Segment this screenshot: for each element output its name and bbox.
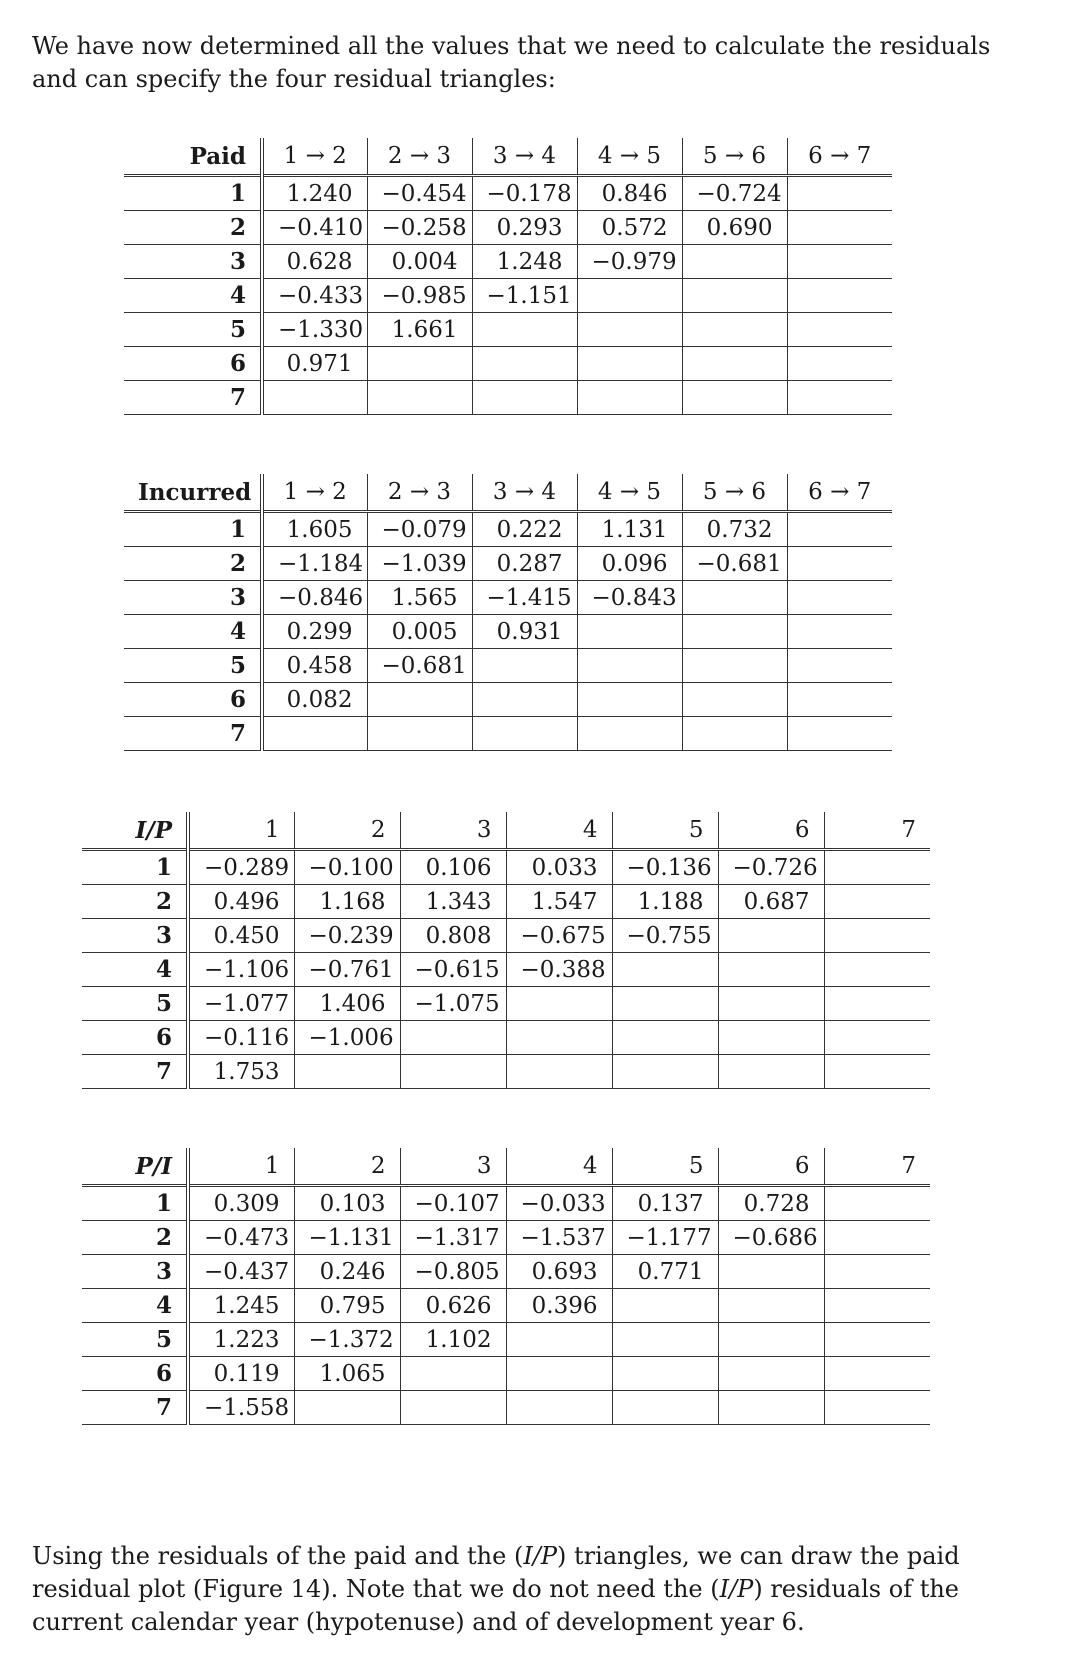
row-label: 2 <box>82 1221 188 1255</box>
table-cell: 1.188 <box>612 885 718 919</box>
table-cell <box>824 919 930 953</box>
table-row <box>124 381 892 415</box>
table-cell <box>577 381 682 415</box>
table-cell: −1.372 <box>294 1323 400 1357</box>
table-cell <box>682 649 787 683</box>
table-cell: 0.396 <box>506 1289 612 1323</box>
table-cell: −0.437 <box>188 1255 294 1289</box>
table-cell: −0.079 <box>367 512 472 547</box>
table-cell <box>577 615 682 649</box>
table-header-row <box>82 812 930 850</box>
outro-text-2: ) triangles, we can draw the paid residual plot (Figure 14). Note that we do not need the ( <box>32 1542 960 1603</box>
table-cell <box>787 547 892 581</box>
table-cell: 0.299 <box>262 615 367 649</box>
table-cell: −1.330 <box>262 313 367 347</box>
table-cell <box>718 1323 824 1357</box>
table-cell: −0.136 <box>612 850 718 885</box>
table-cell: 1.245 <box>188 1289 294 1323</box>
ip-label-2: I/P <box>719 1575 754 1603</box>
table-row <box>124 347 892 381</box>
table-cell: 0.846 <box>577 176 682 211</box>
table-cell <box>787 581 892 615</box>
table-cell <box>824 1221 930 1255</box>
table-cell: −1.184 <box>262 547 367 581</box>
table-cell: 1.605 <box>262 512 367 547</box>
table-cell <box>718 1255 824 1289</box>
outro-text-1: Using the residuals of the paid and the ( <box>32 1542 524 1570</box>
row-label: 3 <box>82 1255 188 1289</box>
table-cell <box>824 1391 930 1425</box>
row-label: 4 <box>124 615 262 649</box>
row-label: 3 <box>124 245 262 279</box>
table-cell: 0.496 <box>188 885 294 919</box>
table-cell: 0.293 <box>472 211 577 245</box>
table-cell <box>506 1055 612 1089</box>
table-header-row <box>82 1148 930 1186</box>
table-cell <box>612 1055 718 1089</box>
row-label: 2 <box>82 885 188 919</box>
table-cell: 0.626 <box>400 1289 506 1323</box>
table-cell: 0.628 <box>262 245 367 279</box>
table-cell <box>787 279 892 313</box>
table-cell: −0.473 <box>188 1221 294 1255</box>
table-cell: 0.971 <box>262 347 367 381</box>
table-cell: 0.690 <box>682 211 787 245</box>
table-cell <box>612 1357 718 1391</box>
table-cell <box>472 683 577 717</box>
table-cell: −0.289 <box>188 850 294 885</box>
table-cell: 1.753 <box>188 1055 294 1089</box>
table-cell: −0.979 <box>577 245 682 279</box>
column-header: 7 <box>901 817 916 843</box>
table-cell <box>787 717 892 751</box>
row-label: 4 <box>124 279 262 313</box>
table-cell: −1.039 <box>367 547 472 581</box>
row-label: 2 <box>124 547 262 581</box>
column-header: 3 → 4 <box>472 474 577 512</box>
table-row <box>82 919 930 953</box>
table-cell <box>612 953 718 987</box>
table-cell: −0.033 <box>506 1186 612 1221</box>
table-row <box>82 850 930 885</box>
table-cell: 0.103 <box>294 1186 400 1221</box>
table-corner-label: I/P <box>82 812 188 850</box>
table-cell <box>787 683 892 717</box>
table-corner-label: Incurred <box>124 474 262 512</box>
table-cell <box>506 1021 612 1055</box>
table-cell: −1.006 <box>294 1021 400 1055</box>
table-cell: 0.687 <box>718 885 824 919</box>
row-label: 6 <box>82 1357 188 1391</box>
table-cell <box>367 347 472 381</box>
table-cell: 1.343 <box>400 885 506 919</box>
table-cell: −1.177 <box>612 1221 718 1255</box>
row-label: 7 <box>124 717 262 751</box>
table-cell: 1.661 <box>367 313 472 347</box>
table-cell <box>577 279 682 313</box>
table-cell: 1.131 <box>577 512 682 547</box>
table-cell: −0.686 <box>718 1221 824 1255</box>
table-row <box>82 1323 930 1357</box>
table-cell: 0.246 <box>294 1255 400 1289</box>
column-header: 1 <box>188 1148 294 1186</box>
table-cell: 1.065 <box>294 1357 400 1391</box>
table-cell: −0.726 <box>718 850 824 885</box>
table-cell <box>294 1055 400 1089</box>
table-cell <box>787 615 892 649</box>
ip-residual-table <box>82 812 930 1089</box>
table-cell <box>787 512 892 547</box>
row-label: 3 <box>124 581 262 615</box>
column-header: 6 <box>718 812 824 850</box>
table-cell <box>824 1357 930 1391</box>
table-cell: 1.168 <box>294 885 400 919</box>
table-cell: −0.675 <box>506 919 612 953</box>
table-row <box>82 885 930 919</box>
column-header: 6 → 7 <box>808 143 872 169</box>
table-row <box>124 615 892 649</box>
table-cell: −1.151 <box>472 279 577 313</box>
table-cell <box>718 919 824 953</box>
table-cell: −1.075 <box>400 987 506 1021</box>
table-cell: −0.433 <box>262 279 367 313</box>
table-row <box>82 1255 930 1289</box>
column-header: 6 → 7 <box>808 479 872 505</box>
table-cell <box>682 717 787 751</box>
column-header: 4 <box>506 812 612 850</box>
row-label: 6 <box>124 347 262 381</box>
column-header: 5 <box>612 1148 718 1186</box>
table-cell: −1.537 <box>506 1221 612 1255</box>
column-header: 3 <box>400 1148 506 1186</box>
table-cell: −0.985 <box>367 279 472 313</box>
table-cell: −0.755 <box>612 919 718 953</box>
table-cell: −0.761 <box>294 953 400 987</box>
table-cell <box>400 1055 506 1089</box>
table-cell <box>472 347 577 381</box>
outro-text-3: ) residuals of the current calendar year (hypotenuse) and of development year 6. <box>32 1575 960 1636</box>
table-cell: 0.119 <box>188 1357 294 1391</box>
table-cell <box>682 581 787 615</box>
table-cell <box>718 1021 824 1055</box>
table-cell: 0.137 <box>612 1186 718 1221</box>
table-cell: 1.223 <box>188 1323 294 1357</box>
table-row <box>124 512 892 547</box>
table-corner-label: Paid <box>124 138 262 176</box>
table-cell <box>262 717 367 751</box>
table-row <box>82 1055 930 1089</box>
table-cell <box>718 953 824 987</box>
table-cell: 1.406 <box>294 987 400 1021</box>
table-cell <box>612 1391 718 1425</box>
table-cell <box>367 683 472 717</box>
table-header-row <box>124 474 892 512</box>
ip-label-1: I/P <box>523 1542 558 1570</box>
table-row <box>124 717 892 751</box>
table-cell: −1.077 <box>188 987 294 1021</box>
paid-residual-table <box>124 138 892 415</box>
column-header: 4 → 5 <box>577 138 682 176</box>
row-label: 1 <box>124 176 262 211</box>
table-cell <box>400 1391 506 1425</box>
table-cell: −0.258 <box>367 211 472 245</box>
table-row <box>124 547 892 581</box>
column-header: 6 <box>718 1148 824 1186</box>
table-cell: 0.287 <box>472 547 577 581</box>
table-cell <box>472 717 577 751</box>
table-cell: 0.572 <box>577 211 682 245</box>
table-row <box>82 1357 930 1391</box>
table-cell <box>577 717 682 751</box>
table-cell <box>612 1323 718 1357</box>
table-cell: −1.415 <box>472 581 577 615</box>
table-cell <box>577 683 682 717</box>
table-cell: 0.795 <box>294 1289 400 1323</box>
table-cell: −0.116 <box>188 1021 294 1055</box>
table-row <box>82 1391 930 1425</box>
column-header: 3 <box>400 812 506 850</box>
row-label: 5 <box>124 649 262 683</box>
table-cell <box>787 211 892 245</box>
table-cell: −0.410 <box>262 211 367 245</box>
table-cell <box>262 381 367 415</box>
table-cell: −1.106 <box>188 953 294 987</box>
table-cell: 0.808 <box>400 919 506 953</box>
row-label: 6 <box>82 1021 188 1055</box>
table-cell <box>682 615 787 649</box>
row-label: 1 <box>82 1186 188 1221</box>
table-cell <box>682 279 787 313</box>
table-cell: −0.615 <box>400 953 506 987</box>
row-label: 2 <box>124 211 262 245</box>
table-cell: 0.309 <box>188 1186 294 1221</box>
outro-paragraph <box>32 1540 1042 1639</box>
table-cell <box>367 717 472 751</box>
table-row <box>124 211 892 245</box>
table-cell <box>506 1391 612 1425</box>
table-cell: −0.454 <box>367 176 472 211</box>
table-header-row <box>124 138 892 176</box>
column-header: 2 → 3 <box>367 474 472 512</box>
table-row <box>124 581 892 615</box>
row-label: 7 <box>124 381 262 415</box>
table-cell: −1.131 <box>294 1221 400 1255</box>
table-row <box>82 987 930 1021</box>
table-cell <box>787 176 892 211</box>
table-cell <box>577 313 682 347</box>
column-header: 4 → 5 <box>577 474 682 512</box>
table-cell <box>577 649 682 683</box>
column-header: 5 <box>612 812 718 850</box>
table-cell <box>718 1391 824 1425</box>
column-header: 2 <box>294 1148 400 1186</box>
row-label: 1 <box>124 512 262 547</box>
table-cell: 0.004 <box>367 245 472 279</box>
row-label: 7 <box>82 1391 188 1425</box>
table-cell <box>824 1055 930 1089</box>
table-cell <box>682 381 787 415</box>
row-label: 3 <box>82 919 188 953</box>
row-label: 4 <box>82 1289 188 1323</box>
table-cell <box>294 1391 400 1425</box>
table-cell: 0.222 <box>472 512 577 547</box>
row-label: 5 <box>82 987 188 1021</box>
table-cell: 0.728 <box>718 1186 824 1221</box>
table-cell <box>506 987 612 1021</box>
table-cell <box>612 987 718 1021</box>
table-row <box>124 176 892 211</box>
table-cell: 0.771 <box>612 1255 718 1289</box>
row-label: 7 <box>82 1055 188 1089</box>
table-cell: 0.458 <box>262 649 367 683</box>
table-cell: 0.450 <box>188 919 294 953</box>
row-label: 4 <box>82 953 188 987</box>
table-cell <box>824 987 930 1021</box>
table-cell: −0.843 <box>577 581 682 615</box>
table-cell: 1.240 <box>262 176 367 211</box>
table-cell <box>787 313 892 347</box>
table-cell <box>787 649 892 683</box>
column-header: 2 → 3 <box>367 138 472 176</box>
table-cell <box>400 1021 506 1055</box>
column-header: 2 <box>294 812 400 850</box>
table-cell <box>824 1323 930 1357</box>
table-cell <box>506 1323 612 1357</box>
table-cell: −0.846 <box>262 581 367 615</box>
table-cell: 0.082 <box>262 683 367 717</box>
table-cell: 0.693 <box>506 1255 612 1289</box>
table-cell <box>472 649 577 683</box>
table-cell: −0.681 <box>367 649 472 683</box>
column-header: 4 <box>506 1148 612 1186</box>
row-label: 5 <box>82 1323 188 1357</box>
table-cell <box>506 1357 612 1391</box>
table-row <box>124 649 892 683</box>
table-corner-label: P/I <box>82 1148 188 1186</box>
table-row <box>82 953 930 987</box>
table-cell: −0.681 <box>682 547 787 581</box>
table-cell <box>472 313 577 347</box>
table-cell <box>718 1289 824 1323</box>
table-cell <box>824 1289 930 1323</box>
table-cell <box>787 347 892 381</box>
table-cell <box>824 1021 930 1055</box>
table-cell <box>682 347 787 381</box>
table-cell: −0.388 <box>506 953 612 987</box>
column-header: 5 → 6 <box>682 138 787 176</box>
table-cell: −0.178 <box>472 176 577 211</box>
pi-residual-table <box>82 1148 930 1425</box>
table-cell: 1.102 <box>400 1323 506 1357</box>
column-header: 1 → 2 <box>262 474 367 512</box>
column-header: 3 → 4 <box>472 138 577 176</box>
incurred-residual-table <box>124 474 892 751</box>
table-row <box>82 1221 930 1255</box>
table-cell: 0.106 <box>400 850 506 885</box>
row-label: 6 <box>124 683 262 717</box>
table-row <box>124 683 892 717</box>
table-cell <box>682 313 787 347</box>
table-cell: 1.248 <box>472 245 577 279</box>
table-row <box>124 279 892 313</box>
table-cell <box>577 347 682 381</box>
table-cell: 0.732 <box>682 512 787 547</box>
row-label: 1 <box>82 850 188 885</box>
table-cell <box>787 381 892 415</box>
table-row <box>82 1186 930 1221</box>
table-cell <box>824 850 930 885</box>
table-cell <box>824 1255 930 1289</box>
table-cell: 1.547 <box>506 885 612 919</box>
column-header: 1 <box>188 812 294 850</box>
table-cell <box>824 1186 930 1221</box>
table-row <box>124 313 892 347</box>
table-cell: −0.724 <box>682 176 787 211</box>
table-cell: 0.931 <box>472 615 577 649</box>
table-cell <box>682 245 787 279</box>
table-cell <box>718 1055 824 1089</box>
table-cell: −1.558 <box>188 1391 294 1425</box>
table-cell: −1.317 <box>400 1221 506 1255</box>
intro-paragraph: We have now determined all the values that we need to calculate the residuals and can specify the four residual triangles: <box>32 32 991 93</box>
table-cell <box>682 683 787 717</box>
column-header: 7 <box>901 1153 916 1179</box>
table-cell <box>824 885 930 919</box>
table-row <box>124 245 892 279</box>
table-row <box>82 1021 930 1055</box>
table-row <box>82 1289 930 1323</box>
table-cell <box>472 381 577 415</box>
table-cell <box>612 1021 718 1055</box>
row-label: 5 <box>124 313 262 347</box>
column-header: 5 → 6 <box>682 474 787 512</box>
column-header: 1 → 2 <box>262 138 367 176</box>
table-cell: −0.107 <box>400 1186 506 1221</box>
table-cell <box>367 381 472 415</box>
table-cell: 0.096 <box>577 547 682 581</box>
table-cell <box>718 987 824 1021</box>
table-cell: −0.100 <box>294 850 400 885</box>
table-cell: 0.005 <box>367 615 472 649</box>
table-cell <box>824 953 930 987</box>
table-cell <box>612 1289 718 1323</box>
table-cell: −0.805 <box>400 1255 506 1289</box>
table-cell <box>400 1357 506 1391</box>
table-cell: 1.565 <box>367 581 472 615</box>
table-cell <box>787 245 892 279</box>
table-cell: 0.033 <box>506 850 612 885</box>
table-cell: −0.239 <box>294 919 400 953</box>
table-cell <box>718 1357 824 1391</box>
